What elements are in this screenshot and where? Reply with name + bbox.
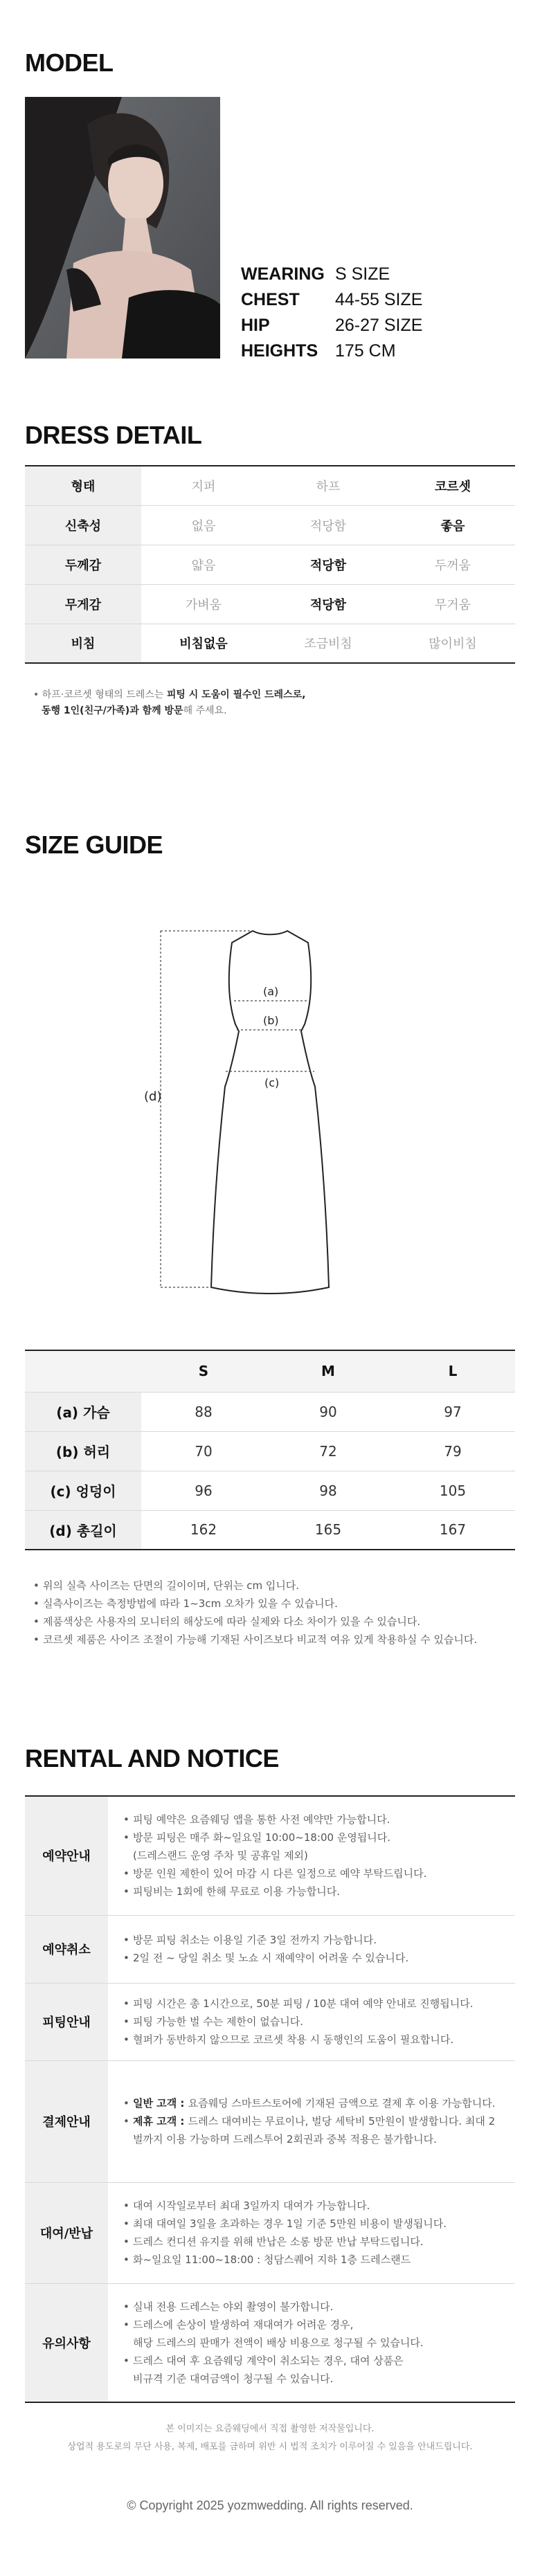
notice-row-caution <box>25 2283 515 2402</box>
notice-row-body <box>108 2283 515 2402</box>
dress-detail-note <box>33 687 305 719</box>
size-cell: 90 <box>266 1392 390 1431</box>
detail-option: 지퍼 <box>141 466 266 505</box>
notice-row-label: 대여/반납 <box>25 2182 108 2283</box>
notice-item: • 방문 인원 제한이 있어 마감 시 다른 일정으로 예약 부탁드립니다. <box>123 1865 504 1883</box>
model-section-title: MODEL <box>25 48 114 77</box>
detail-option: 무거움 <box>390 584 515 624</box>
notice-row-reservation <box>25 1796 515 1915</box>
size-cell: 162 <box>141 1510 266 1550</box>
notice-row-rental-return <box>25 2182 515 2283</box>
size-notes <box>33 1577 477 1649</box>
size-cell: 72 <box>266 1431 390 1471</box>
note-text: 해 주세요. <box>183 705 227 716</box>
size-header-l: L <box>390 1350 515 1392</box>
notice-item: • 피팅비는 1회에 한해 무료로 이용 가능합니다. <box>123 1883 504 1901</box>
size-cell: 97 <box>390 1392 515 1431</box>
spec-label: HEIGHTS <box>241 341 318 361</box>
spec-row-chest <box>241 287 422 313</box>
dress-detail-title: DRESS DETAIL <box>25 421 202 449</box>
note-line: • 하프·코르셋 형태의 드레스는 피팅 시 도움이 필수인 드레스로, <box>33 689 306 700</box>
notice-item: 해당 드레스의 판매가 전액이 배상 비용으로 청구될 수 있습니다. <box>133 2336 424 2349</box>
size-row-waist <box>25 1431 515 1471</box>
size-cell: 96 <box>141 1471 266 1510</box>
notice-item-bold: 일반 고객 : <box>133 2097 188 2110</box>
notice-row-body <box>108 1915 515 1983</box>
copyright-notice-line: 상업적 용도로의 무단 사용, 복제, 배포를 금하며 위반 시 법적 조치가 이루어질 수 있음을 안내드립니다. <box>67 2442 473 2452</box>
size-cell: 70 <box>141 1431 266 1471</box>
size-header-row <box>25 1350 515 1392</box>
size-cell: 88 <box>141 1392 266 1431</box>
detail-option: 조금비침 <box>266 624 390 663</box>
size-row-label: (c) 엉덩이 <box>25 1471 141 1510</box>
notice-row-body <box>108 1796 515 1915</box>
detail-row-weight <box>25 584 515 624</box>
notice-row-body <box>108 1983 515 2060</box>
detail-option: 적당함 <box>266 505 390 545</box>
detail-row-label: 비침 <box>25 624 141 663</box>
size-row-length <box>25 1510 515 1550</box>
notice-row-label: 예약취소 <box>25 1915 108 1983</box>
size-row-chest <box>25 1392 515 1431</box>
notice-row-label: 유의사항 <box>25 2283 108 2402</box>
note-text: 하프·코르셋 형태의 드레스는 <box>42 689 167 700</box>
size-guide-title: SIZE GUIDE <box>25 831 163 859</box>
spec-row-heights <box>241 338 422 364</box>
spec-value: S SIZE <box>335 264 390 284</box>
note-line <box>33 703 305 719</box>
notice-item: • 화~일요일 11:00~18:00 : 청담스퀘어 지하 1층 드레스랜드 <box>123 2251 504 2269</box>
size-note: • 위의 실측 사이즈는 단면의 길이이며, 단위는 cm 입니다. <box>33 1577 477 1595</box>
size-note: • 실측사이즈는 측정방법에 따라 1~3cm 오차가 있을 수 있습니다. <box>33 1595 477 1613</box>
detail-row-label: 두께감 <box>25 545 141 584</box>
size-cell: 165 <box>266 1510 390 1550</box>
copyright: © Copyright 2025 yozmwedding. All rights reserved. <box>127 2498 413 2512</box>
size-cell: 98 <box>266 1471 390 1510</box>
model-specs <box>241 262 422 364</box>
notice-item <box>123 2112 504 2148</box>
notice-item: • 방문 피팅 취소는 이용일 기준 3일 전까지 가능합니다. <box>123 1931 504 1949</box>
notice-row-label: 피팅안내 <box>25 1983 108 2060</box>
detail-row-shape <box>25 466 515 505</box>
label-c: (c) <box>264 1076 280 1089</box>
detail-option: 두꺼움 <box>390 545 515 584</box>
notice-row-body <box>108 2182 515 2283</box>
dress-diagram <box>0 900 540 1315</box>
detail-option-selected: 적당함 <box>266 584 390 624</box>
notice-item: • 혈퍼가 동반하지 않으므로 코르셋 착용 시 동행인의 도움이 필요합니다. <box>123 2031 504 2049</box>
size-row-hip <box>25 1471 515 1510</box>
notice-item-text: 요즘웨딩 스마트스토어에 기재된 금액으로 결제 후 이용 가능합니다. <box>188 2097 496 2110</box>
size-table <box>25 1350 515 1550</box>
size-cell: 167 <box>390 1510 515 1550</box>
detail-option: 가벼움 <box>141 584 266 624</box>
notice-row-label: 예약안내 <box>25 1796 108 1915</box>
size-header-corner <box>25 1350 141 1392</box>
model-photo-image <box>25 97 220 359</box>
label-b: (b) <box>263 1014 279 1027</box>
copyright-notice <box>0 2420 540 2456</box>
note-bold: 피팅 시 도움이 필수인 드레스로, <box>166 689 306 700</box>
notice-item: (드레스랜드 운영 주차 및 공휴일 제외) <box>133 1849 308 1862</box>
detail-option-selected: 좋음 <box>390 505 515 545</box>
notice-row-body <box>108 2060 515 2182</box>
spec-label: CHEST <box>241 290 300 309</box>
spec-value: 44-55 SIZE <box>335 290 423 309</box>
size-cell: 79 <box>390 1431 515 1471</box>
size-row-label: (b) 허리 <box>25 1431 141 1471</box>
rental-notice-title: RENTAL AND NOTICE <box>25 1744 279 1772</box>
size-note: • 제품색상은 사용자의 모니터의 해상도에 따라 실제와 다소 차이가 있을 수 있습니다. <box>33 1613 477 1631</box>
label-a: (a) <box>263 985 279 998</box>
detail-option-selected: 코르셋 <box>390 466 515 505</box>
size-header-s: S <box>141 1350 266 1392</box>
detail-row-sheer <box>25 624 515 663</box>
notice-item: • 대여 시작일로부터 최대 3일까지 대여가 가능합니다. <box>123 2197 504 2215</box>
notice-row-cancellation <box>25 1915 515 1983</box>
dress-detail-table <box>25 465 515 664</box>
notice-row-payment <box>25 2060 515 2182</box>
note-bold: 동행 1인(친구/가족)과 함께 방문 <box>42 705 183 716</box>
model-photo <box>25 97 220 359</box>
detail-row-stretch <box>25 505 515 545</box>
spec-value: 175 CM <box>335 341 396 361</box>
notice-item: • 피팅 시간은 총 1시간으로, 50분 피팅 / 10분 대여 예약 안내로 진행됩니다. <box>123 1995 504 2013</box>
notice-item <box>123 2094 504 2112</box>
notice-item: 비규격 기준 대여금액이 청구될 수 있습니다. <box>133 2372 334 2385</box>
notice-item: • 피팅 예약은 요즘웨딩 앱을 통한 사전 예약만 가능합니다. <box>123 1811 504 1829</box>
notice-item-text: 드레스 대여비는 무료이나, 벌당 세탁비 5만원이 발생합니다. 최대 2벌까지 이용 가능하며 드레스투어 2회권과 중복 적용은 불가합니다. <box>133 2115 496 2146</box>
detail-option-selected: 적당함 <box>266 545 390 584</box>
spec-row-wearing <box>241 262 422 287</box>
spec-row-hip <box>241 313 422 338</box>
detail-row-thickness <box>25 545 515 584</box>
size-row-label: (d) 총길이 <box>25 1510 141 1550</box>
rental-notice-table <box>25 1795 515 2403</box>
notice-item: • 드레스에 손상이 발생하여 재대여가 어려운 경우, <box>123 2316 504 2334</box>
detail-row-label: 신축성 <box>25 505 141 545</box>
notice-item: • 2일 전 ~ 당일 취소 및 노쇼 시 재예약이 어려울 수 있습니다. <box>123 1949 504 1967</box>
detail-option: 하프 <box>266 466 390 505</box>
detail-option: 없음 <box>141 505 266 545</box>
label-d: (d) <box>144 1089 162 1104</box>
notice-item: • 최대 대여일 3일을 초과하는 경우 1일 기준 5만원 비용이 발생됩니다. <box>123 2215 504 2233</box>
size-row-label: (a) 가슴 <box>25 1392 141 1431</box>
detail-row-label: 무게감 <box>25 584 141 624</box>
notice-item-bold: 제휴 고객 : <box>133 2115 188 2128</box>
notice-item: • 드레스 대여 후 요즘웨딩 계약이 취소되는 경우, 대여 상품은 <box>123 2352 504 2370</box>
detail-option: 많이비침 <box>390 624 515 663</box>
detail-option: 얇음 <box>141 545 266 584</box>
copyright-notice-line: 본 이미지는 요즘웨딩에서 직접 촬영한 저작물입니다. <box>165 2424 375 2434</box>
detail-option-selected: 비침없음 <box>141 624 266 663</box>
notice-row-fitting <box>25 1983 515 2060</box>
notice-row-label: 결제안내 <box>25 2060 108 2182</box>
notice-item: • 실내 전용 드레스는 야외 촬영이 불가합니다. <box>123 2298 504 2316</box>
size-header-m: M <box>266 1350 390 1392</box>
notice-item: • 드레스 컨디션 유지를 위해 반납은 소롱 방문 반납 부탁드립니다. <box>123 2233 504 2251</box>
spec-label: HIP <box>241 316 270 335</box>
detail-row-label: 형태 <box>25 466 141 505</box>
notice-item: • 방문 피팅은 매주 화~일요일 10:00~18:00 운영됩니다. <box>123 1829 504 1847</box>
spec-value: 26-27 SIZE <box>335 316 423 335</box>
notice-item: • 피팅 가능한 벌 수는 제한이 없습니다. <box>123 2013 504 2031</box>
spec-label: WEARING <box>241 264 325 284</box>
size-note: • 코르셋 제품은 사이즈 조절이 가능해 기재된 사이즈보다 비교적 여유 있게 착용하실 수 있습니다. <box>33 1631 477 1649</box>
size-cell: 105 <box>390 1471 515 1510</box>
